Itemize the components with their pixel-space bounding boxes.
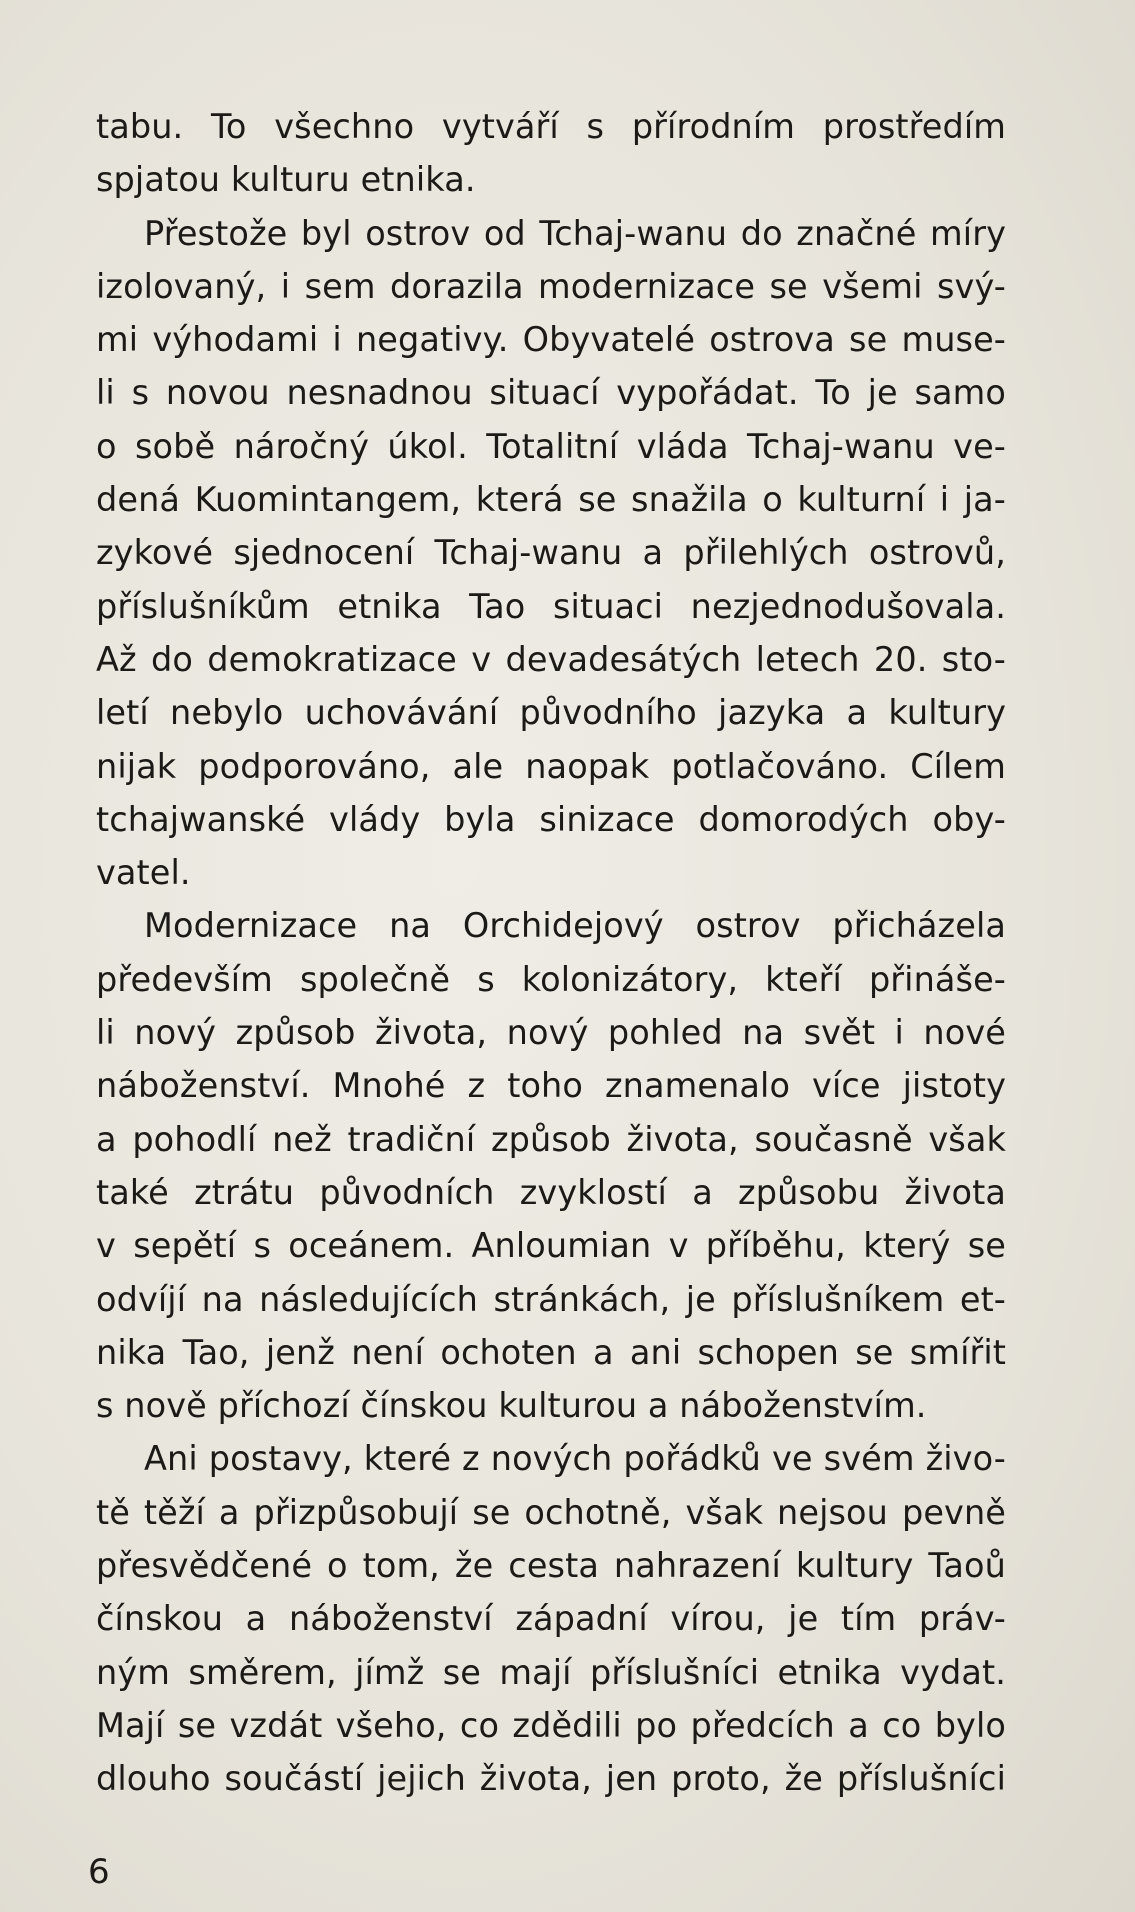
paragraph-first-line: Modernizace na Orchidejový ostrov přicházela bbox=[144, 906, 1006, 946]
text-line: a pohodlí než tradiční způsob života, současně však bbox=[96, 1119, 1006, 1159]
text-line: izolovaný, i sem dorazila modernizace se všemi svý- bbox=[96, 266, 1006, 306]
text-line: přesvědčené o tom, že cesta nahrazení kultury Taoů bbox=[96, 1546, 1006, 1586]
text-line: zykové sjednocení Tchaj-wanu a přilehlých ostrovů, bbox=[96, 533, 1006, 573]
text-line: především společně s kolonizátory, kteří přináše- bbox=[96, 959, 1006, 999]
text-line: vatel. bbox=[96, 853, 191, 893]
text-line: náboženství. Mnohé z toho znamenalo více jistoty bbox=[96, 1066, 1006, 1106]
text-line: Až do demokratizace v devadesátých letech 20. sto- bbox=[96, 639, 1006, 679]
text-line: v sepětí s oceánem. Anloumian v příběhu, který se bbox=[96, 1226, 1006, 1266]
text-line: spjatou kulturu etnika. bbox=[96, 160, 476, 200]
text-line: dená Kuomintangem, která se snažila o kulturní i ja- bbox=[96, 480, 1006, 520]
text-line: také ztrátu původních zvyklostí a způsobu života bbox=[96, 1172, 1006, 1212]
paragraph-first-line: Přestože byl ostrov od Tchaj-wanu do značné míry bbox=[144, 213, 1006, 253]
text-line: mi výhodami i negativy. Obyvatelé ostrova se muse- bbox=[96, 320, 1006, 360]
text-line: letí nebylo uchovávání původního jazyka a kultury bbox=[96, 693, 1006, 733]
text-line: čínskou a náboženství západní vírou, je tím práv- bbox=[96, 1599, 1006, 1639]
text-line: tě těží a přizpůsobují se ochotně, však nejsou pevně bbox=[96, 1492, 1006, 1532]
text-line: Mají se vzdát všeho, co zdědili po předcích a co bylo bbox=[96, 1705, 1006, 1745]
page-number: 6 bbox=[88, 1852, 110, 1892]
text-line: příslušníkům etnika Tao situaci nezjednodušovala. bbox=[96, 586, 1006, 626]
text-line: s nově příchozí čínskou kulturou a náboženstvím. bbox=[96, 1386, 927, 1426]
text-line: nika Tao, jenž není ochoten a ani schopen se smířit bbox=[96, 1332, 1006, 1372]
text-line: nijak podporováno, ale naopak potlačováno. Cílem bbox=[96, 746, 1006, 786]
body-text bbox=[96, 100, 1006, 1806]
text-line: li s novou nesnadnou situací vypořádat. To je samo bbox=[96, 373, 1006, 413]
text-line: ným směrem, jímž se mají příslušníci etnika vydat. bbox=[96, 1652, 1006, 1692]
text-line: o sobě náročný úkol. Totalitní vláda Tchaj-wanu ve- bbox=[96, 426, 1006, 466]
text-line: tchajwanské vlády byla sinizace domorodých oby- bbox=[96, 799, 1006, 839]
text-line: li nový způsob života, nový pohled na svět i nové bbox=[96, 1013, 1006, 1053]
text-line: tabu. To všechno vytváří s přírodním prostředím bbox=[96, 107, 1006, 146]
paragraph-first-line: Ani postavy, které z nových pořádků ve svém živo- bbox=[144, 1439, 1006, 1479]
text-line: dlouho součástí jejich života, jen proto, že příslušníci bbox=[96, 1759, 1006, 1799]
text-line: odvíjí na následujících stránkách, je příslušníkem et- bbox=[96, 1279, 1006, 1319]
